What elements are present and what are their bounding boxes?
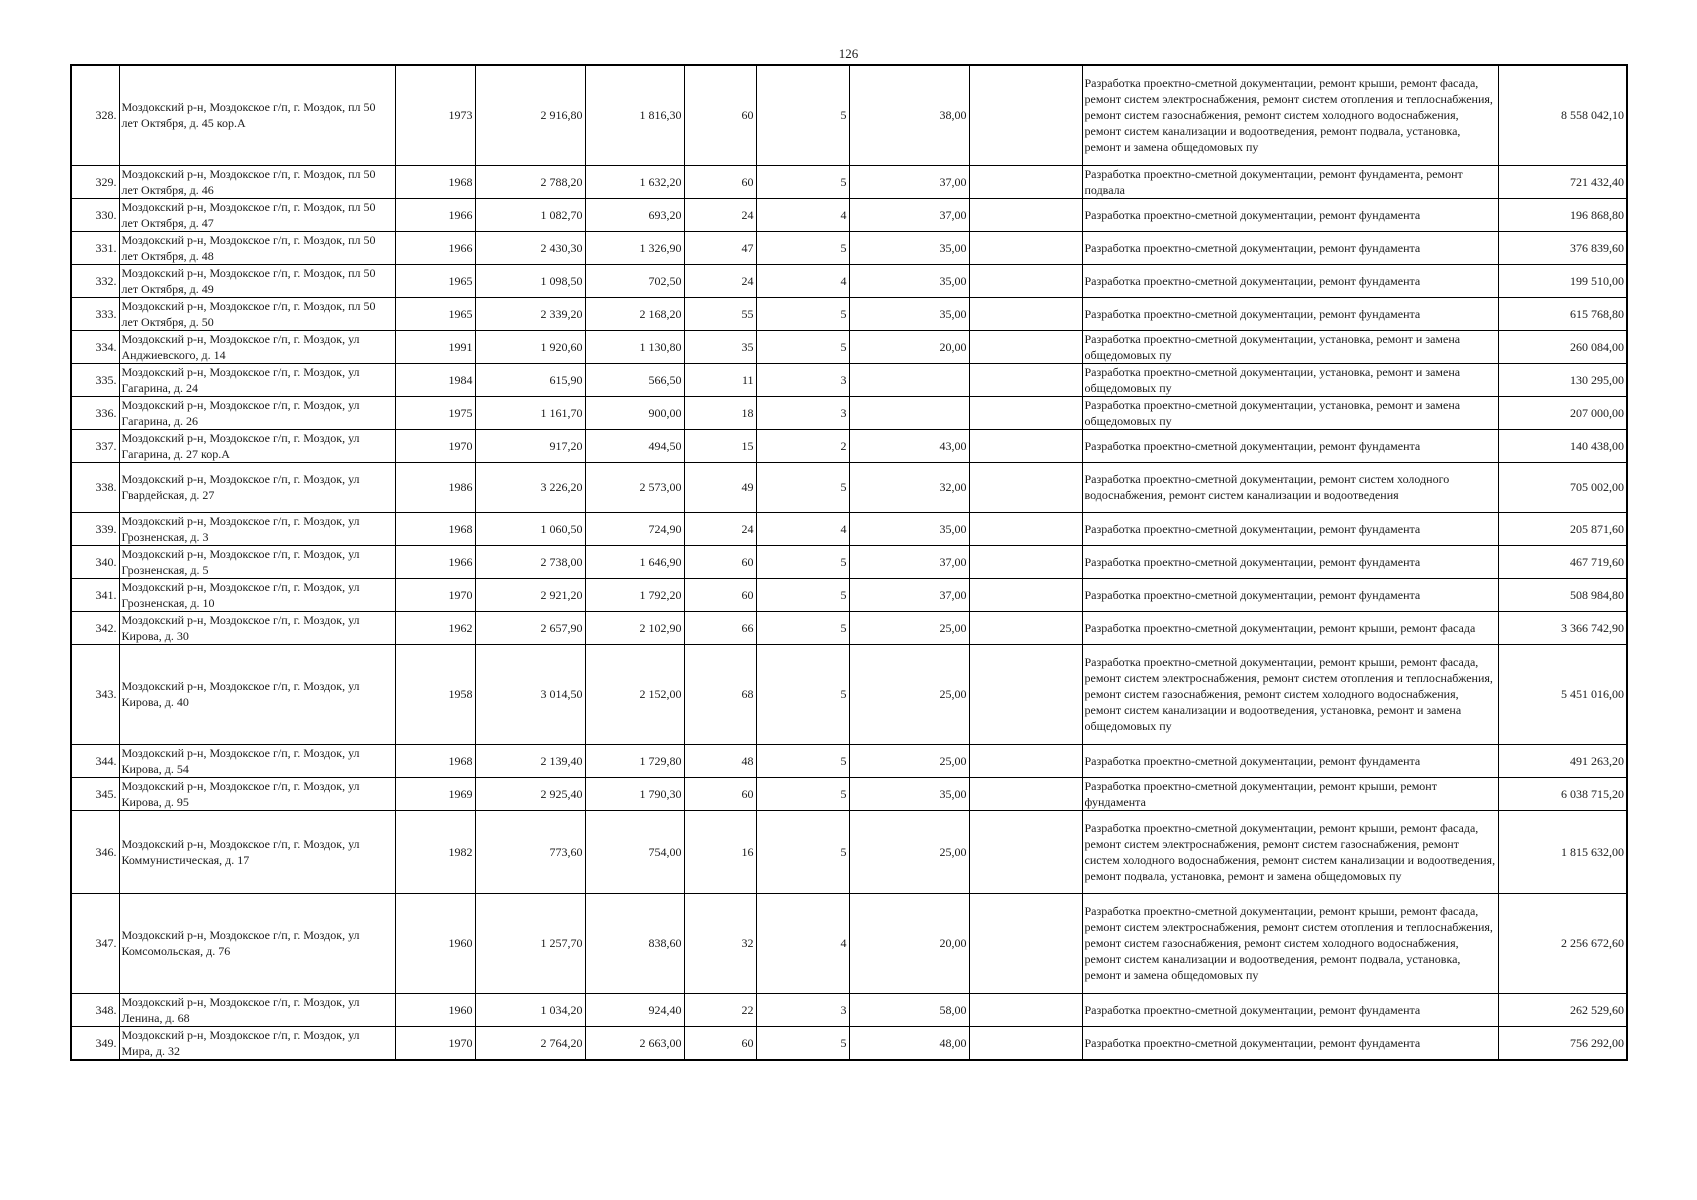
works-list-cell: Разработка проектно-сметной документации, ремонт крыши, ремонт фасада	[1082, 611, 1498, 644]
empty-cell	[969, 165, 1082, 198]
year-built-cell: 1960	[395, 893, 475, 993]
cost-cell: 8 558 042,10	[1498, 65, 1627, 165]
total-area-cell: 2 921,20	[475, 578, 585, 611]
row-number: 347.	[71, 893, 119, 993]
works-list-cell: Разработка проектно-сметной документации, ремонт фундамента	[1082, 993, 1498, 1026]
year-built-cell: 1975	[395, 396, 475, 429]
housing-registry-table	[70, 64, 1628, 1061]
residents-cell: 60	[684, 545, 756, 578]
empty-cell	[969, 330, 1082, 363]
wear-percent-cell: 35,00	[849, 231, 969, 264]
total-area-cell: 2 657,90	[475, 611, 585, 644]
total-area-cell: 2 925,40	[475, 777, 585, 810]
floors-cell: 3	[756, 396, 849, 429]
row-number: 343.	[71, 644, 119, 744]
table-row	[71, 231, 1627, 264]
address-cell: Моздокский р-н, Моздокское г/п, г. Моздок, пл 50 лет Октября, д. 46	[119, 165, 395, 198]
year-built-cell: 1968	[395, 165, 475, 198]
total-area-cell: 2 139,40	[475, 744, 585, 777]
row-number: 340.	[71, 545, 119, 578]
residents-cell: 47	[684, 231, 756, 264]
wear-percent-cell: 35,00	[849, 264, 969, 297]
works-list-cell: Разработка проектно-сметной документации, ремонт фундамента	[1082, 264, 1498, 297]
row-number: 332.	[71, 264, 119, 297]
empty-cell	[969, 545, 1082, 578]
residents-cell: 11	[684, 363, 756, 396]
works-list-cell: Разработка проектно-сметной документации, ремонт фундамента, ремонт подвала	[1082, 165, 1498, 198]
table-row	[71, 744, 1627, 777]
total-area-cell: 2 788,20	[475, 165, 585, 198]
row-number: 336.	[71, 396, 119, 429]
wear-percent-cell: 43,00	[849, 429, 969, 462]
floors-cell: 5	[756, 611, 849, 644]
residents-cell: 60	[684, 578, 756, 611]
cost-cell: 260 084,00	[1498, 330, 1627, 363]
row-number: 333.	[71, 297, 119, 330]
living-area-cell: 1 632,20	[585, 165, 684, 198]
wear-percent-cell: 32,00	[849, 462, 969, 512]
floors-cell: 4	[756, 264, 849, 297]
residents-cell: 24	[684, 512, 756, 545]
living-area-cell: 1 326,90	[585, 231, 684, 264]
wear-percent-cell: 35,00	[849, 777, 969, 810]
total-area-cell: 773,60	[475, 810, 585, 893]
living-area-cell: 1 790,30	[585, 777, 684, 810]
works-list-cell: Разработка проектно-сметной документации, ремонт фундамента	[1082, 198, 1498, 231]
wear-percent-cell: 37,00	[849, 165, 969, 198]
registry-body	[71, 65, 1627, 1060]
address-cell: Моздокский р-н, Моздокское г/п, г. Моздок, пл 50 лет Октября, д. 50	[119, 297, 395, 330]
residents-cell: 24	[684, 198, 756, 231]
residents-cell: 60	[684, 165, 756, 198]
table-row	[71, 1026, 1627, 1060]
cost-cell: 376 839,60	[1498, 231, 1627, 264]
works-list-cell: Разработка проектно-сметной документации, ремонт крыши, ремонт фасада, ремонт систем электроснабжения, ремонт систем отопления и теплоснабжения, ремонт систем газоснабжения, ремонт систем холодного водоснабжения, ремонт систем канализации и водоотведения, ремонт подвала, установка, ремонт и замена общедомовых пу	[1082, 893, 1498, 993]
table-row	[71, 644, 1627, 744]
year-built-cell: 1991	[395, 330, 475, 363]
empty-cell	[969, 777, 1082, 810]
table-row	[71, 264, 1627, 297]
empty-cell	[969, 363, 1082, 396]
empty-cell	[969, 264, 1082, 297]
cost-cell: 2 256 672,60	[1498, 893, 1627, 993]
table-row	[71, 330, 1627, 363]
address-cell: Моздокский р-н, Моздокское г/п, г. Моздок, ул Комсомольская, д. 76	[119, 893, 395, 993]
table-row	[71, 893, 1627, 993]
floors-cell: 4	[756, 893, 849, 993]
address-cell: Моздокский р-н, Моздокское г/п, г. Моздок, ул Коммунистическая, д. 17	[119, 810, 395, 893]
table-row	[71, 611, 1627, 644]
living-area-cell: 2 573,00	[585, 462, 684, 512]
residents-cell: 15	[684, 429, 756, 462]
wear-percent-cell: 37,00	[849, 578, 969, 611]
residents-cell: 60	[684, 1026, 756, 1060]
year-built-cell: 1966	[395, 198, 475, 231]
total-area-cell: 1 161,70	[475, 396, 585, 429]
wear-percent-cell: 25,00	[849, 611, 969, 644]
cost-cell: 5 451 016,00	[1498, 644, 1627, 744]
cost-cell: 262 529,60	[1498, 993, 1627, 1026]
year-built-cell: 1970	[395, 578, 475, 611]
residents-cell: 22	[684, 993, 756, 1026]
cost-cell: 199 510,00	[1498, 264, 1627, 297]
year-built-cell: 1962	[395, 611, 475, 644]
works-list-cell: Разработка проектно-сметной документации, установка, ремонт и замена общедомовых пу	[1082, 396, 1498, 429]
year-built-cell: 1982	[395, 810, 475, 893]
floors-cell: 5	[756, 545, 849, 578]
year-built-cell: 1973	[395, 65, 475, 165]
works-list-cell: Разработка проектно-сметной документации, ремонт крыши, ремонт фундамента	[1082, 777, 1498, 810]
residents-cell: 18	[684, 396, 756, 429]
year-built-cell: 1986	[395, 462, 475, 512]
table-row	[71, 363, 1627, 396]
year-built-cell: 1970	[395, 429, 475, 462]
floors-cell: 5	[756, 231, 849, 264]
living-area-cell: 2 663,00	[585, 1026, 684, 1060]
living-area-cell: 1 646,90	[585, 545, 684, 578]
year-built-cell: 1966	[395, 231, 475, 264]
row-number: 329.	[71, 165, 119, 198]
empty-cell	[969, 893, 1082, 993]
residents-cell: 24	[684, 264, 756, 297]
living-area-cell: 1 729,80	[585, 744, 684, 777]
row-number: 337.	[71, 429, 119, 462]
table-row	[71, 578, 1627, 611]
living-area-cell: 1 792,20	[585, 578, 684, 611]
year-built-cell: 1968	[395, 744, 475, 777]
wear-percent-cell: 35,00	[849, 297, 969, 330]
table-row	[71, 512, 1627, 545]
total-area-cell: 1 034,20	[475, 993, 585, 1026]
wear-percent-cell: 38,00	[849, 65, 969, 165]
empty-cell	[969, 512, 1082, 545]
empty-cell	[969, 462, 1082, 512]
cost-cell: 467 719,60	[1498, 545, 1627, 578]
empty-cell	[969, 65, 1082, 165]
floors-cell: 5	[756, 744, 849, 777]
empty-cell	[969, 429, 1082, 462]
empty-cell	[969, 993, 1082, 1026]
floors-cell: 4	[756, 198, 849, 231]
address-cell: Моздокский р-н, Моздокское г/п, г. Моздок, ул Грозненская, д. 5	[119, 545, 395, 578]
row-number: 328.	[71, 65, 119, 165]
address-cell: Моздокский р-н, Моздокское г/п, г. Моздок, ул Кирова, д. 54	[119, 744, 395, 777]
empty-cell	[969, 396, 1082, 429]
row-number: 342.	[71, 611, 119, 644]
residents-cell: 66	[684, 611, 756, 644]
residents-cell: 16	[684, 810, 756, 893]
table-row	[71, 396, 1627, 429]
address-cell: Моздокский р-н, Моздокское г/п, г. Моздок, ул Кирова, д. 95	[119, 777, 395, 810]
address-cell: Моздокский р-н, Моздокское г/п, г. Моздок, ул Грозненская, д. 10	[119, 578, 395, 611]
address-cell: Моздокский р-н, Моздокское г/п, г. Моздок, пл 50 лет Октября, д. 45 кор.А	[119, 65, 395, 165]
wear-percent-cell: 20,00	[849, 330, 969, 363]
total-area-cell: 2 738,00	[475, 545, 585, 578]
wear-percent-cell: 48,00	[849, 1026, 969, 1060]
row-number: 330.	[71, 198, 119, 231]
row-number: 341.	[71, 578, 119, 611]
table-row	[71, 198, 1627, 231]
floors-cell: 5	[756, 165, 849, 198]
living-area-cell: 900,00	[585, 396, 684, 429]
wear-percent-cell	[849, 363, 969, 396]
table-row	[71, 65, 1627, 165]
address-cell: Моздокский р-н, Моздокское г/п, г. Моздок, пл 50 лет Октября, д. 48	[119, 231, 395, 264]
row-number: 331.	[71, 231, 119, 264]
wear-percent-cell: 20,00	[849, 893, 969, 993]
row-number: 344.	[71, 744, 119, 777]
wear-percent-cell: 58,00	[849, 993, 969, 1026]
table-row	[71, 993, 1627, 1026]
row-number: 339.	[71, 512, 119, 545]
table-row	[71, 810, 1627, 893]
wear-percent-cell: 25,00	[849, 810, 969, 893]
table-row	[71, 777, 1627, 810]
works-list-cell: Разработка проектно-сметной документации, ремонт крыши, ремонт фасада, ремонт систем электроснабжения, ремонт систем отопления и теплоснабжения, ремонт систем газоснабжения, ремонт систем холодного водоснабжения, ремонт систем канализации и водоотведения, установка, ремонт и замена общедомовых пу	[1082, 644, 1498, 744]
empty-cell	[969, 297, 1082, 330]
total-area-cell: 1 257,70	[475, 893, 585, 993]
year-built-cell: 1965	[395, 297, 475, 330]
year-built-cell: 1968	[395, 512, 475, 545]
empty-cell	[969, 578, 1082, 611]
wear-percent-cell: 37,00	[849, 198, 969, 231]
year-built-cell: 1966	[395, 545, 475, 578]
wear-percent-cell	[849, 396, 969, 429]
living-area-cell: 494,50	[585, 429, 684, 462]
works-list-cell: Разработка проектно-сметной документации, ремонт крыши, ремонт фасада, ремонт систем электроснабжения, ремонт систем газоснабжения, ремонт систем холодного водоснабжения, ремонт систем канализации и водоотведения, ремонт подвала, установка, ремонт и замена общедомовых пу	[1082, 810, 1498, 893]
works-list-cell: Разработка проектно-сметной документации, ремонт фундамента	[1082, 1026, 1498, 1060]
year-built-cell: 1960	[395, 993, 475, 1026]
address-cell: Моздокский р-н, Моздокское г/п, г. Моздок, пл 50 лет Октября, д. 49	[119, 264, 395, 297]
address-cell: Моздокский р-н, Моздокское г/п, г. Моздок, ул Гагарина, д. 26	[119, 396, 395, 429]
cost-cell: 721 432,40	[1498, 165, 1627, 198]
year-built-cell: 1984	[395, 363, 475, 396]
residents-cell: 35	[684, 330, 756, 363]
living-area-cell: 724,90	[585, 512, 684, 545]
works-list-cell: Разработка проектно-сметной документации, установка, ремонт и замена общедомовых пу	[1082, 330, 1498, 363]
floors-cell: 4	[756, 512, 849, 545]
row-number: 338.	[71, 462, 119, 512]
empty-cell	[969, 810, 1082, 893]
wear-percent-cell: 37,00	[849, 545, 969, 578]
cost-cell: 491 263,20	[1498, 744, 1627, 777]
floors-cell: 5	[756, 297, 849, 330]
cost-cell: 6 038 715,20	[1498, 777, 1627, 810]
address-cell: Моздокский р-н, Моздокское г/п, г. Моздок, ул Гагарина, д. 24	[119, 363, 395, 396]
works-list-cell: Разработка проектно-сметной документации, ремонт фундамента	[1082, 297, 1498, 330]
residents-cell: 68	[684, 644, 756, 744]
address-cell: Моздокский р-н, Моздокское г/п, г. Моздок, ул Гвардейская, д. 27	[119, 462, 395, 512]
floors-cell: 5	[756, 644, 849, 744]
living-area-cell: 702,50	[585, 264, 684, 297]
table-row	[71, 462, 1627, 512]
row-number: 335.	[71, 363, 119, 396]
address-cell: Моздокский р-н, Моздокское г/п, г. Моздок, ул Ленина, д. 68	[119, 993, 395, 1026]
living-area-cell: 1 816,30	[585, 65, 684, 165]
address-cell: Моздокский р-н, Моздокское г/п, г. Моздок, ул Анджиевского, д. 14	[119, 330, 395, 363]
cost-cell: 207 000,00	[1498, 396, 1627, 429]
total-area-cell: 1 098,50	[475, 264, 585, 297]
works-list-cell: Разработка проектно-сметной документации, ремонт фундамента	[1082, 512, 1498, 545]
empty-cell	[969, 231, 1082, 264]
living-area-cell: 2 102,90	[585, 611, 684, 644]
living-area-cell: 693,20	[585, 198, 684, 231]
total-area-cell: 1 060,50	[475, 512, 585, 545]
works-list-cell: Разработка проектно-сметной документации, ремонт крыши, ремонт фасада, ремонт систем электроснабжения, ремонт систем отопления и теплоснабжения, ремонт систем газоснабжения, ремонт систем холодного водоснабжения, ремонт систем канализации и водоотведения, ремонт подвала, установка, ремонт и замена общедомовых пу	[1082, 65, 1498, 165]
cost-cell: 196 868,80	[1498, 198, 1627, 231]
floors-cell: 5	[756, 777, 849, 810]
row-number: 348.	[71, 993, 119, 1026]
total-area-cell: 2 339,20	[475, 297, 585, 330]
floors-cell: 5	[756, 462, 849, 512]
living-area-cell: 924,40	[585, 993, 684, 1026]
floors-cell: 5	[756, 65, 849, 165]
total-area-cell: 2 764,20	[475, 1026, 585, 1060]
year-built-cell: 1965	[395, 264, 475, 297]
cost-cell: 615 768,80	[1498, 297, 1627, 330]
living-area-cell: 838,60	[585, 893, 684, 993]
residents-cell: 60	[684, 777, 756, 810]
row-number: 334.	[71, 330, 119, 363]
address-cell: Моздокский р-н, Моздокское г/п, г. Моздок, ул Кирова, д. 30	[119, 611, 395, 644]
row-number: 345.	[71, 777, 119, 810]
wear-percent-cell: 35,00	[849, 512, 969, 545]
cost-cell: 508 984,80	[1498, 578, 1627, 611]
residents-cell: 60	[684, 65, 756, 165]
floors-cell: 5	[756, 330, 849, 363]
residents-cell: 48	[684, 744, 756, 777]
year-built-cell: 1970	[395, 1026, 475, 1060]
address-cell: Моздокский р-н, Моздокское г/п, г. Моздок, пл 50 лет Октября, д. 47	[119, 198, 395, 231]
cost-cell: 130 295,00	[1498, 363, 1627, 396]
address-cell: Моздокский р-н, Моздокское г/п, г. Моздок, ул Грозненская, д. 3	[119, 512, 395, 545]
works-list-cell: Разработка проектно-сметной документации, ремонт фундамента	[1082, 744, 1498, 777]
residents-cell: 55	[684, 297, 756, 330]
residents-cell: 32	[684, 893, 756, 993]
cost-cell: 205 871,60	[1498, 512, 1627, 545]
table-row	[71, 165, 1627, 198]
table-row	[71, 545, 1627, 578]
cost-cell: 1 815 632,00	[1498, 810, 1627, 893]
wear-percent-cell: 25,00	[849, 644, 969, 744]
empty-cell	[969, 198, 1082, 231]
page-number: 126	[838, 46, 859, 61]
floors-cell: 5	[756, 578, 849, 611]
floors-cell: 5	[756, 810, 849, 893]
living-area-cell: 2 152,00	[585, 644, 684, 744]
total-area-cell: 3 014,50	[475, 644, 585, 744]
empty-cell	[969, 644, 1082, 744]
total-area-cell: 2 916,80	[475, 65, 585, 165]
table-row	[71, 297, 1627, 330]
floors-cell: 2	[756, 429, 849, 462]
living-area-cell: 2 168,20	[585, 297, 684, 330]
floors-cell: 3	[756, 993, 849, 1026]
year-built-cell: 1969	[395, 777, 475, 810]
living-area-cell: 1 130,80	[585, 330, 684, 363]
address-cell: Моздокский р-н, Моздокское г/п, г. Моздок, ул Мира, д. 32	[119, 1026, 395, 1060]
row-number: 346.	[71, 810, 119, 893]
cost-cell: 705 002,00	[1498, 462, 1627, 512]
living-area-cell: 754,00	[585, 810, 684, 893]
cost-cell: 140 438,00	[1498, 429, 1627, 462]
total-area-cell: 1 920,60	[475, 330, 585, 363]
cost-cell: 3 366 742,90	[1498, 611, 1627, 644]
total-area-cell: 2 430,30	[475, 231, 585, 264]
table-row	[71, 429, 1627, 462]
empty-cell	[969, 744, 1082, 777]
empty-cell	[969, 1026, 1082, 1060]
year-built-cell: 1958	[395, 644, 475, 744]
wear-percent-cell: 25,00	[849, 744, 969, 777]
empty-cell	[969, 611, 1082, 644]
total-area-cell: 1 082,70	[475, 198, 585, 231]
total-area-cell: 917,20	[475, 429, 585, 462]
living-area-cell: 566,50	[585, 363, 684, 396]
works-list-cell: Разработка проектно-сметной документации, установка, ремонт и замена общедомовых пу	[1082, 363, 1498, 396]
total-area-cell: 3 226,20	[475, 462, 585, 512]
floors-cell: 5	[756, 1026, 849, 1060]
works-list-cell: Разработка проектно-сметной документации, ремонт фундамента	[1082, 231, 1498, 264]
works-list-cell: Разработка проектно-сметной документации, ремонт фундамента	[1082, 578, 1498, 611]
total-area-cell: 615,90	[475, 363, 585, 396]
residents-cell: 49	[684, 462, 756, 512]
works-list-cell: Разработка проектно-сметной документации, ремонт фундамента	[1082, 429, 1498, 462]
floors-cell: 3	[756, 363, 849, 396]
works-list-cell: Разработка проектно-сметной документации, ремонт фундамента	[1082, 545, 1498, 578]
cost-cell: 756 292,00	[1498, 1026, 1627, 1060]
row-number: 349.	[71, 1026, 119, 1060]
works-list-cell: Разработка проектно-сметной документации, ремонт систем холодного водоснабжения, ремонт систем канализации и водоотведения	[1082, 462, 1498, 512]
address-cell: Моздокский р-н, Моздокское г/п, г. Моздок, ул Кирова, д. 40	[119, 644, 395, 744]
address-cell: Моздокский р-н, Моздокское г/п, г. Моздок, ул Гагарина, д. 27 кор.А	[119, 429, 395, 462]
